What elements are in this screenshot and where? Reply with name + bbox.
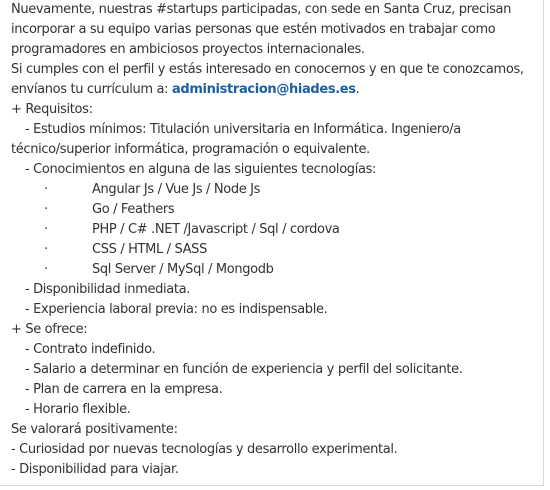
ofrece-heading: + Se ofrece: [11,322,88,337]
period: . [355,82,360,97]
bullet: · [44,182,48,197]
tech-item [11,260,543,280]
intro-line-2: incorporar a su equipo varias personas que estén motivados en trabajar como [11,22,496,37]
tech-label: CSS / HTML / SASS [92,242,207,257]
ofrece-item: - Salario a determinar en función de experiencia y perfil del solicitante. [25,362,463,377]
conocimientos-line: - Conocimientos en alguna de las siguientes tecnologías: [25,162,377,177]
disponibilidad-line: - Disponibilidad inmediata. [25,282,191,297]
estudios-line-1: - Estudios mínimos: Titulación universitaria en Informática. Ingeniero/a [25,122,461,137]
bullet: · [44,262,48,277]
tech-label: Sql Server / MySql / Mongodb [92,262,274,277]
intro-line-4: Si cumples con el perfil y estás interesado en conocernos y en que te conozcamos, [11,62,524,77]
experiencia-line: - Experiencia laboral previa: no es indispensable. [25,302,328,317]
requisitos-heading: + Requisitos: [11,102,93,117]
intro-line-3: programadores en ambiciosos proyectos internacionales. [11,42,365,57]
ofrece-item: - Contrato indefinido. [25,342,156,357]
bullet: · [44,222,48,237]
estudios-line-2: técnico/superior informática, programación o equivalente. [11,142,370,157]
bullet: · [44,202,48,217]
tech-item [11,220,543,240]
send-cv-text: envíanos tu currículum a: [11,82,172,97]
tech-item [11,240,543,260]
email-link[interactable]: administracion@hiades.es [171,82,356,97]
tech-item [11,200,543,220]
tech-label: Angular Js / Vue Js / Node Js [92,182,261,197]
intro-line-1: Nuevamente, nuestras #startups participadas, con sede en Santa Cruz, precisan [11,2,512,17]
tech-label: Go / Feathers [92,202,175,217]
valorara-item: - Disponibilidad para viajar. [11,462,179,477]
tech-label: PHP / C# .NET /Javascript / Sql / cordova [92,222,340,237]
ofrece-item: - Horario flexible. [25,402,131,417]
intro-line-5 [11,80,543,100]
bullet: · [44,242,48,257]
valorara-item: - Curiosidad por nuevas tecnologías y desarrollo experimental. [11,442,398,457]
valorara-heading: Se valorará positivamente: [11,422,178,437]
tech-item [11,180,543,200]
ofrece-item: - Plan de carrera en la empresa. [25,382,223,397]
